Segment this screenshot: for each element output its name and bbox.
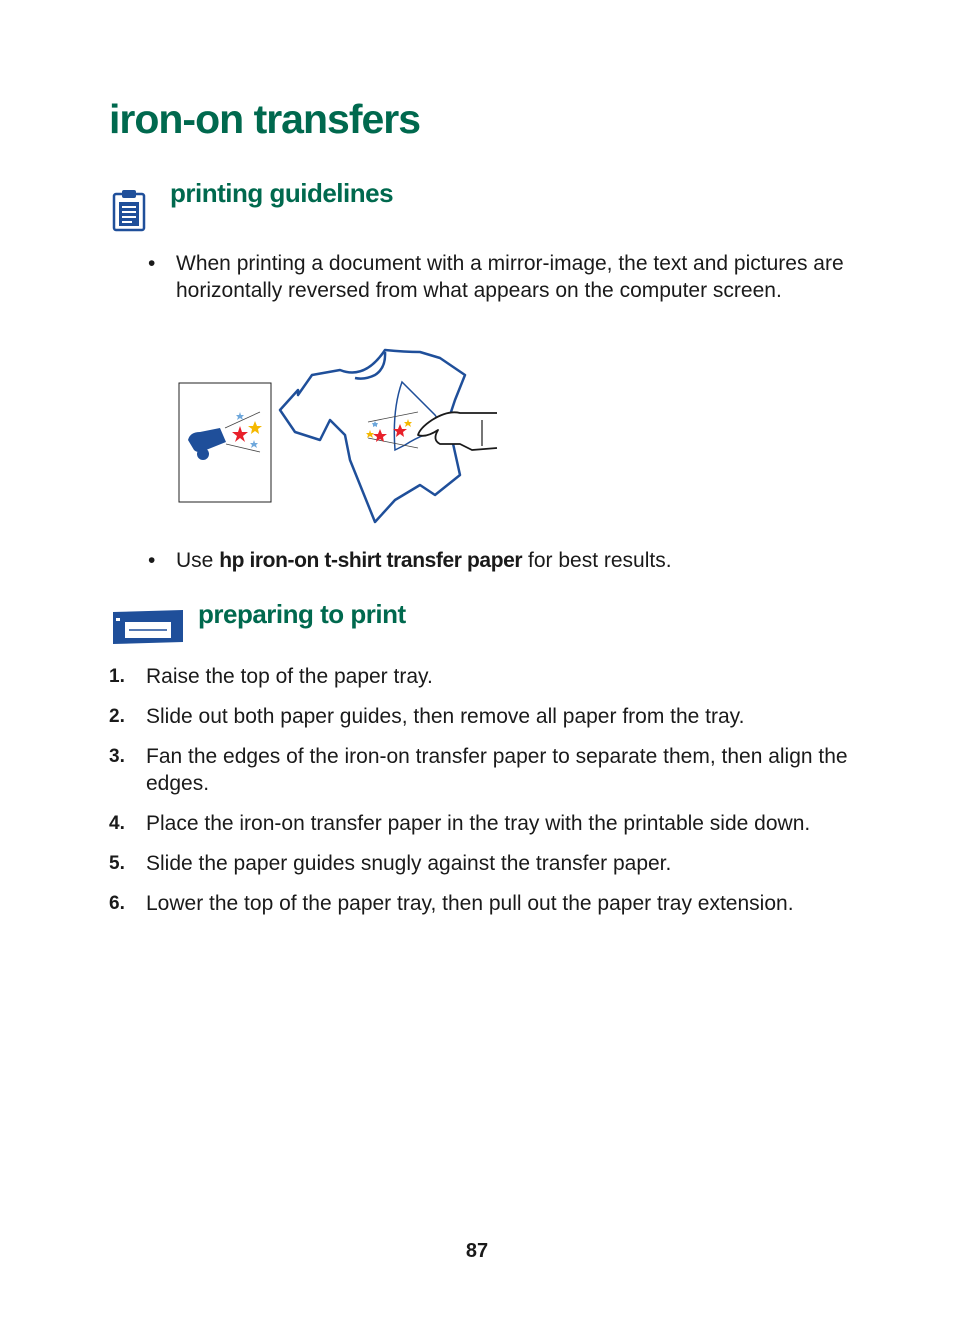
bullet-text: When printing a document with a mirror-image, the text and pictures are horizontally reversed from what appears on the computer screen.	[176, 252, 844, 302]
clipboard-icon	[112, 188, 148, 232]
step-number: 6.	[109, 893, 125, 914]
preparing-to-print-heading: preparing to print	[198, 599, 406, 629]
step-item	[109, 890, 849, 917]
step-item	[109, 850, 849, 877]
step-item	[109, 743, 849, 797]
step-number: 2.	[109, 706, 125, 727]
bullet-suffix: for best results.	[522, 549, 672, 572]
printing-guidelines-heading: printing guidelines	[170, 178, 394, 208]
page-title: iron-on transfers	[109, 96, 421, 142]
step-text: Slide out both paper guides, then remove all paper from the tray.	[146, 705, 745, 728]
step-number: 3.	[109, 746, 125, 767]
page-number: 87	[465, 1240, 489, 1262]
bullet-prefix: Use	[176, 549, 220, 572]
step-number: 4.	[109, 813, 125, 834]
transfer-peel	[366, 382, 445, 450]
step-text: Lower the top of the paper tray, then pull out the paper tray extension.	[146, 892, 794, 915]
step-text: Fan the edges of the iron-on transfer paper to separate them, then align the edges.	[146, 745, 848, 795]
mirrored-print-sheet	[179, 383, 271, 502]
step-item	[109, 810, 849, 837]
bullet-mirror-image	[148, 250, 848, 306]
iron-on-illustration	[170, 340, 510, 530]
bullet-dot: •	[148, 549, 156, 572]
bullet-text	[176, 547, 846, 574]
steps-list	[109, 663, 849, 930]
step-item	[109, 663, 849, 690]
step-item	[109, 703, 849, 730]
bullet-use-paper	[148, 547, 848, 574]
step-text: Place the iron-on transfer paper in the tray with the printable side down.	[146, 812, 811, 835]
printer-icon	[111, 608, 185, 646]
step-number: 5.	[109, 853, 125, 874]
product-name: hp iron-on t-shirt transfer paper	[219, 549, 523, 572]
bullet-dot: •	[148, 252, 156, 275]
step-text: Raise the top of the paper tray.	[146, 665, 433, 688]
step-number: 1.	[109, 666, 125, 687]
step-text: Slide the paper guides snugly against the transfer paper.	[146, 852, 672, 875]
